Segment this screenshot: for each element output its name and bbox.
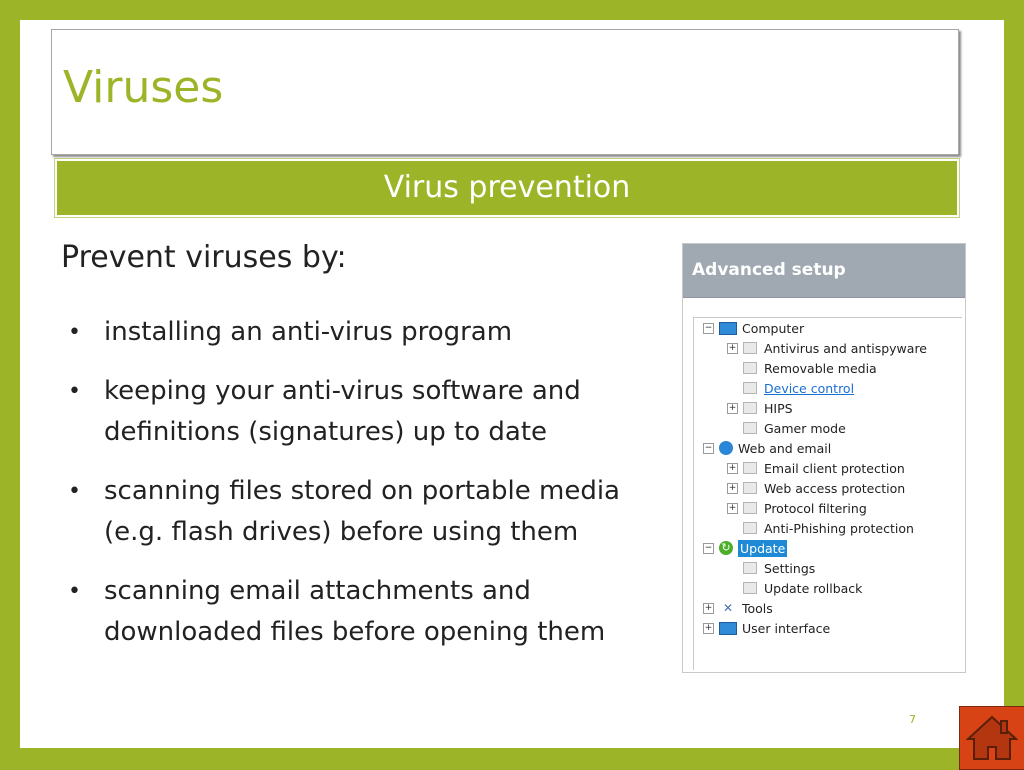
bullet-text: scanning email attachments and downloaded files before opening them bbox=[104, 576, 606, 647]
advanced-setup-header: Advanced setup bbox=[683, 244, 965, 298]
tree-label: HIPS bbox=[764, 400, 793, 416]
advanced-setup-screenshot bbox=[682, 243, 966, 673]
expand-icon[interactable]: + bbox=[728, 402, 737, 413]
tree-label: Settings bbox=[764, 560, 816, 576]
bullet-list bbox=[60, 312, 670, 671]
tree-label: Web access protection bbox=[764, 480, 906, 496]
page-icon bbox=[743, 482, 757, 494]
collapse-icon[interactable]: − bbox=[704, 542, 713, 553]
tree-node-antivirus[interactable] bbox=[727, 338, 927, 358]
page-icon bbox=[743, 362, 757, 374]
expand-icon[interactable]: + bbox=[728, 482, 737, 493]
tree-node-update-rollback[interactable] bbox=[727, 578, 862, 598]
collapse-icon[interactable]: − bbox=[704, 322, 713, 333]
page-icon bbox=[743, 402, 757, 414]
tree-node-anti-phishing[interactable] bbox=[727, 518, 914, 538]
bullet-icon: • bbox=[68, 479, 81, 504]
tree-label[interactable]: Device control bbox=[764, 380, 855, 396]
tree-label: Antivirus and antispyware bbox=[764, 340, 927, 356]
expand-icon[interactable]: + bbox=[704, 622, 713, 633]
globe-icon bbox=[719, 441, 733, 455]
tree-label: Anti-Phishing protection bbox=[764, 520, 914, 536]
bullet-text: scanning files stored on portable media (e.g. flash drives) before using them bbox=[104, 476, 620, 547]
title-box bbox=[51, 29, 959, 155]
page-icon bbox=[743, 342, 757, 354]
settings-tree bbox=[693, 317, 962, 670]
tree-node-gamer-mode[interactable] bbox=[727, 418, 846, 438]
tree-label: Tools bbox=[742, 600, 773, 616]
subtitle-bar bbox=[57, 161, 957, 215]
lead-text: Prevent viruses by: bbox=[61, 240, 347, 275]
tree-label: User interface bbox=[742, 620, 831, 636]
tree-label: Web and email bbox=[738, 440, 832, 456]
tree-label: Computer bbox=[742, 320, 805, 336]
tree-node-removable-media[interactable] bbox=[727, 358, 877, 378]
slide bbox=[20, 20, 1004, 748]
page-icon bbox=[743, 522, 757, 534]
tree-node-web-email[interactable] bbox=[703, 438, 831, 458]
tree-label: Update rollback bbox=[764, 580, 863, 596]
home-icon bbox=[966, 713, 1018, 763]
tree-label: Email client protection bbox=[764, 460, 905, 476]
tree-node-user-interface[interactable] bbox=[703, 618, 830, 638]
tree-node-web-access[interactable] bbox=[727, 478, 905, 498]
page-icon bbox=[743, 382, 757, 394]
bullet-item bbox=[60, 371, 670, 453]
bullet-item bbox=[60, 312, 670, 353]
bullet-item bbox=[60, 471, 670, 553]
page-icon bbox=[743, 582, 757, 594]
tree-node-email-client[interactable] bbox=[727, 458, 905, 478]
monitor-icon bbox=[719, 622, 737, 635]
tools-icon: ✕ bbox=[722, 601, 734, 615]
expand-icon[interactable]: + bbox=[728, 502, 737, 513]
tree-label: Removable media bbox=[764, 360, 877, 376]
page-icon bbox=[743, 562, 757, 574]
update-icon: ↻ bbox=[719, 541, 733, 555]
page-icon bbox=[743, 502, 757, 514]
tree-node-update[interactable] bbox=[703, 538, 787, 558]
tree-node-protocol-filtering[interactable] bbox=[727, 498, 867, 518]
bullet-text: installing an anti-virus program bbox=[104, 317, 513, 347]
page-icon bbox=[743, 462, 757, 474]
slide-subtitle: Virus prevention bbox=[383, 170, 631, 205]
bullet-icon: • bbox=[68, 320, 81, 345]
home-button[interactable] bbox=[959, 706, 1024, 770]
page-icon bbox=[743, 422, 757, 434]
bullet-text: keeping your anti-virus software and definitions (signatures) up to date bbox=[104, 376, 581, 447]
tree-node-computer[interactable] bbox=[703, 318, 804, 338]
tree-node-device-control[interactable] bbox=[727, 378, 854, 398]
tree-label: Gamer mode bbox=[764, 420, 846, 436]
monitor-icon bbox=[719, 322, 737, 335]
tree-label: Update bbox=[740, 540, 786, 556]
expand-icon[interactable]: + bbox=[728, 462, 737, 473]
expand-icon[interactable]: + bbox=[704, 602, 713, 613]
tree-node-settings[interactable] bbox=[727, 558, 815, 578]
tree-label: Protocol filtering bbox=[764, 500, 867, 516]
collapse-icon[interactable]: − bbox=[704, 442, 713, 453]
expand-icon[interactable]: + bbox=[728, 342, 737, 353]
bullet-icon: • bbox=[68, 379, 81, 404]
bullet-item bbox=[60, 571, 670, 653]
tree-node-tools[interactable] bbox=[703, 598, 773, 618]
page-number: 7 bbox=[909, 713, 916, 726]
bullet-icon: • bbox=[68, 579, 81, 604]
slide-title: Viruses bbox=[63, 62, 224, 113]
tree-node-hips[interactable] bbox=[727, 398, 793, 418]
